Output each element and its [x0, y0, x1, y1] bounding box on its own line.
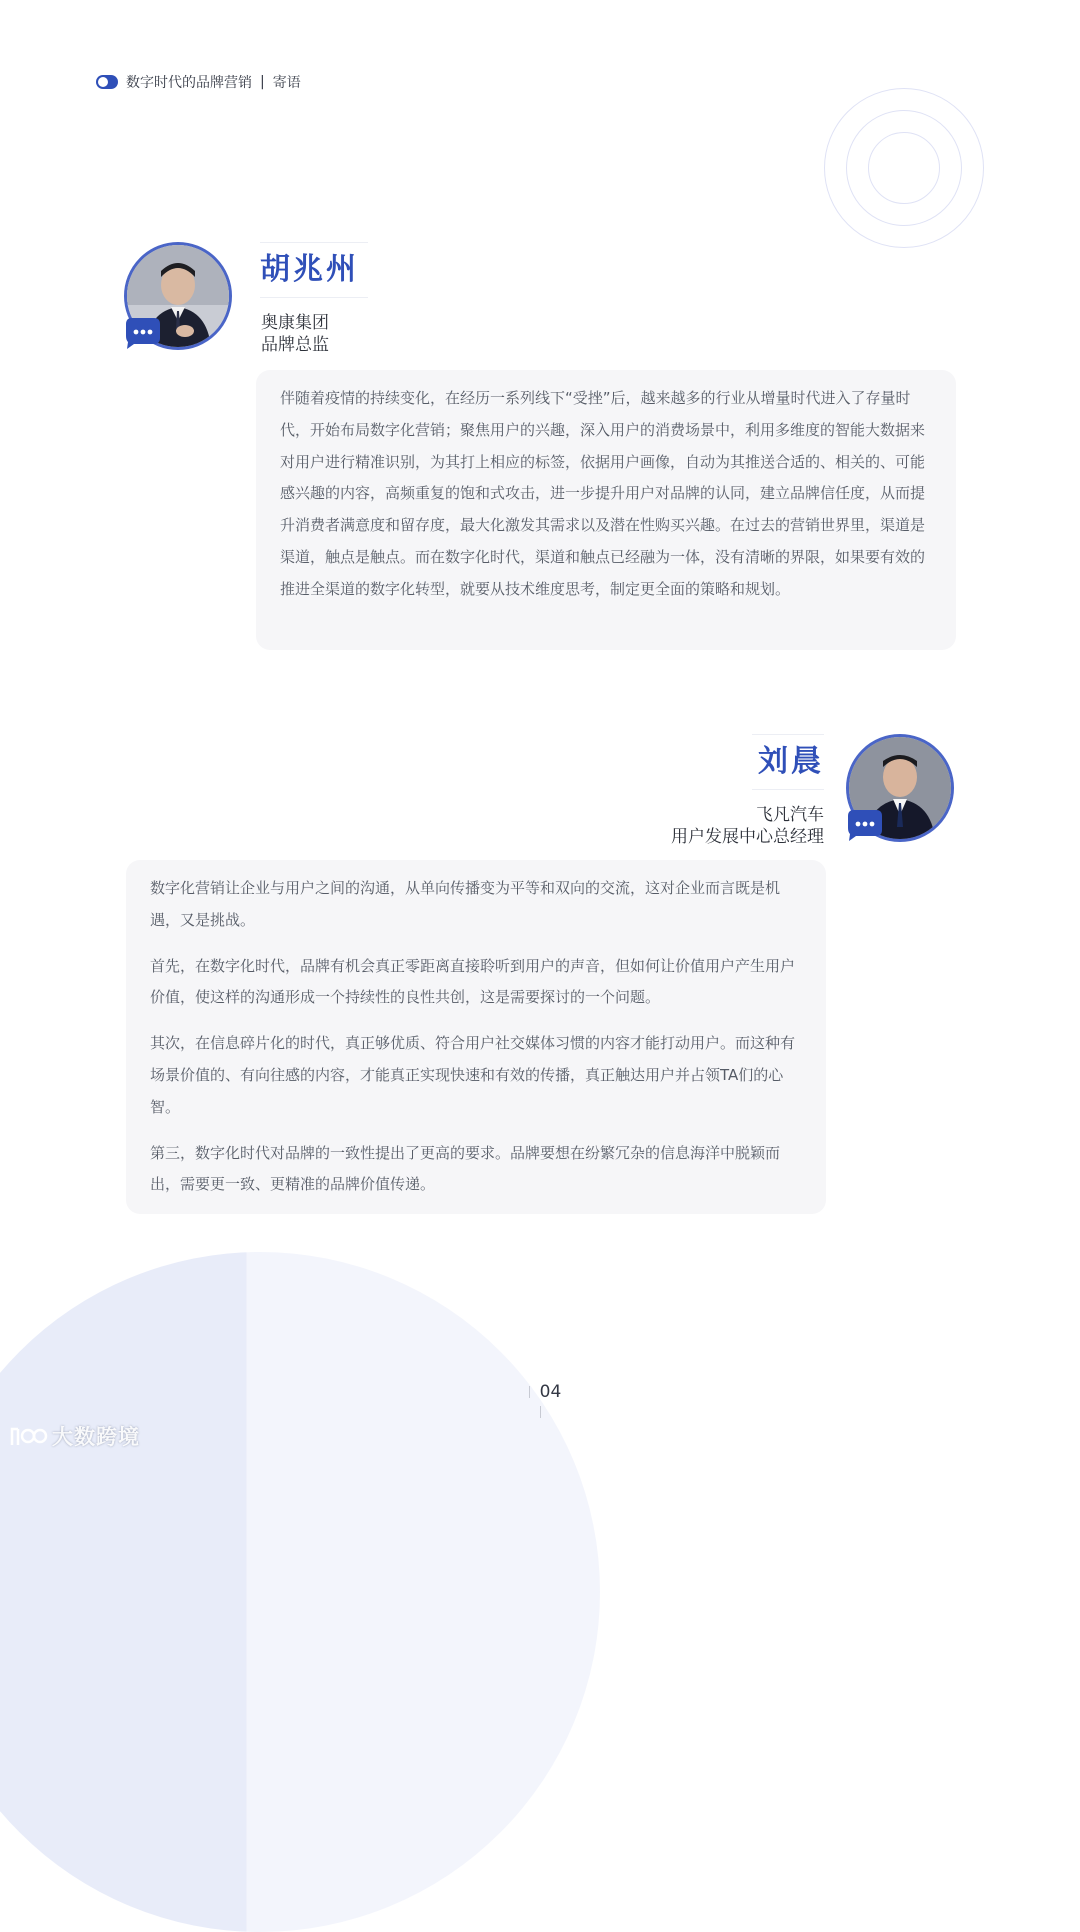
person1-quote-card	[256, 370, 956, 650]
person2-name: 刘晨	[752, 734, 824, 790]
watermark-text: 大数跨境	[52, 1425, 140, 1449]
person2-quote-paragraph-1: 数字化营销让企业与用户之间的沟通，从单向传播变为平等和双向的交流，这对企业而言既是机遇，又是挑战。	[150, 879, 781, 929]
person1-role: 品牌总监	[261, 335, 329, 355]
person2-quote-card	[126, 860, 826, 1214]
page-number	[510, 1382, 570, 1422]
person1-company: 奥康集团	[261, 313, 329, 333]
toggle-icon	[96, 75, 118, 89]
person1-meta	[261, 312, 329, 356]
header-separator: |	[260, 74, 265, 90]
chat-bubble-icon	[124, 316, 162, 350]
header-section: 寄语	[272, 75, 301, 91]
person2-company: 飞凡汽车	[756, 805, 824, 825]
header	[96, 70, 301, 94]
watermark-logo-icon	[8, 1423, 48, 1449]
page-number-text: 04	[539, 1382, 562, 1402]
decorative-circle	[0, 1252, 600, 1932]
person2-quote-paragraph-3: 其次，在信息碎片化的时代，真正够优质、符合用户社交媒体习惯的内容才能打动用户。而这种有场景价值的、有向往感的内容，才能真正实现快速和有效的传播，真正触达用户并占领TA们的心智。	[150, 1034, 796, 1116]
person2-role: 用户发展中心总经理	[671, 827, 824, 847]
header-title: 数字时代的品牌营销	[126, 75, 252, 91]
chat-bubble-icon	[846, 808, 884, 842]
decorative-rings	[824, 88, 984, 248]
watermark	[8, 1420, 140, 1452]
person2-quote-paragraph-4: 第三，数字化时代对品牌的一致性提出了更高的要求。品牌要想在纷繁冗杂的信息海洋中脱颖而出，需要更一致、更精准的品牌价值传递。	[150, 1143, 781, 1194]
person2-quote-paragraph-2: 首先，在数字化时代，品牌有机会真正零距离直接聆听到用户的声音，但如何让价值用户产生用户价值，使这样的沟通形成一个持续性的良性共创，这是需要探讨的一个问题。	[150, 956, 796, 1007]
person1-quote-paragraph: 伴随着疫情的持续变化，在经历一系列线下“受挫”后，越来越多的行业从增量时代进入了存量时代，开始布局数字化营销；聚焦用户的兴趣，深入用户的消费场景中，利用多维度的智能大数据来对用户进行精准识别，为其打上相应的标签，依据用户画像，自动为其推送合适的、相关的、可能感兴趣的内容，高频重复的饱和式攻击，进一步提升用户对品牌的认同，建立品牌信任度，从而提升消费者满意度和留存度，最大化激发其需求以及潜在性购买兴趣。在过去的营销世界里，渠道是渠道，触点是触点。而在数字化时代，渠道和触点已经融为一体，没有清晰的界限，如果要有效的推进全渠道的数字化转型，就要从技术维度思考，制定更全面的策略和规划。	[280, 389, 926, 598]
person2-meta	[671, 804, 824, 848]
person1-name: 胡兆州	[260, 242, 368, 298]
